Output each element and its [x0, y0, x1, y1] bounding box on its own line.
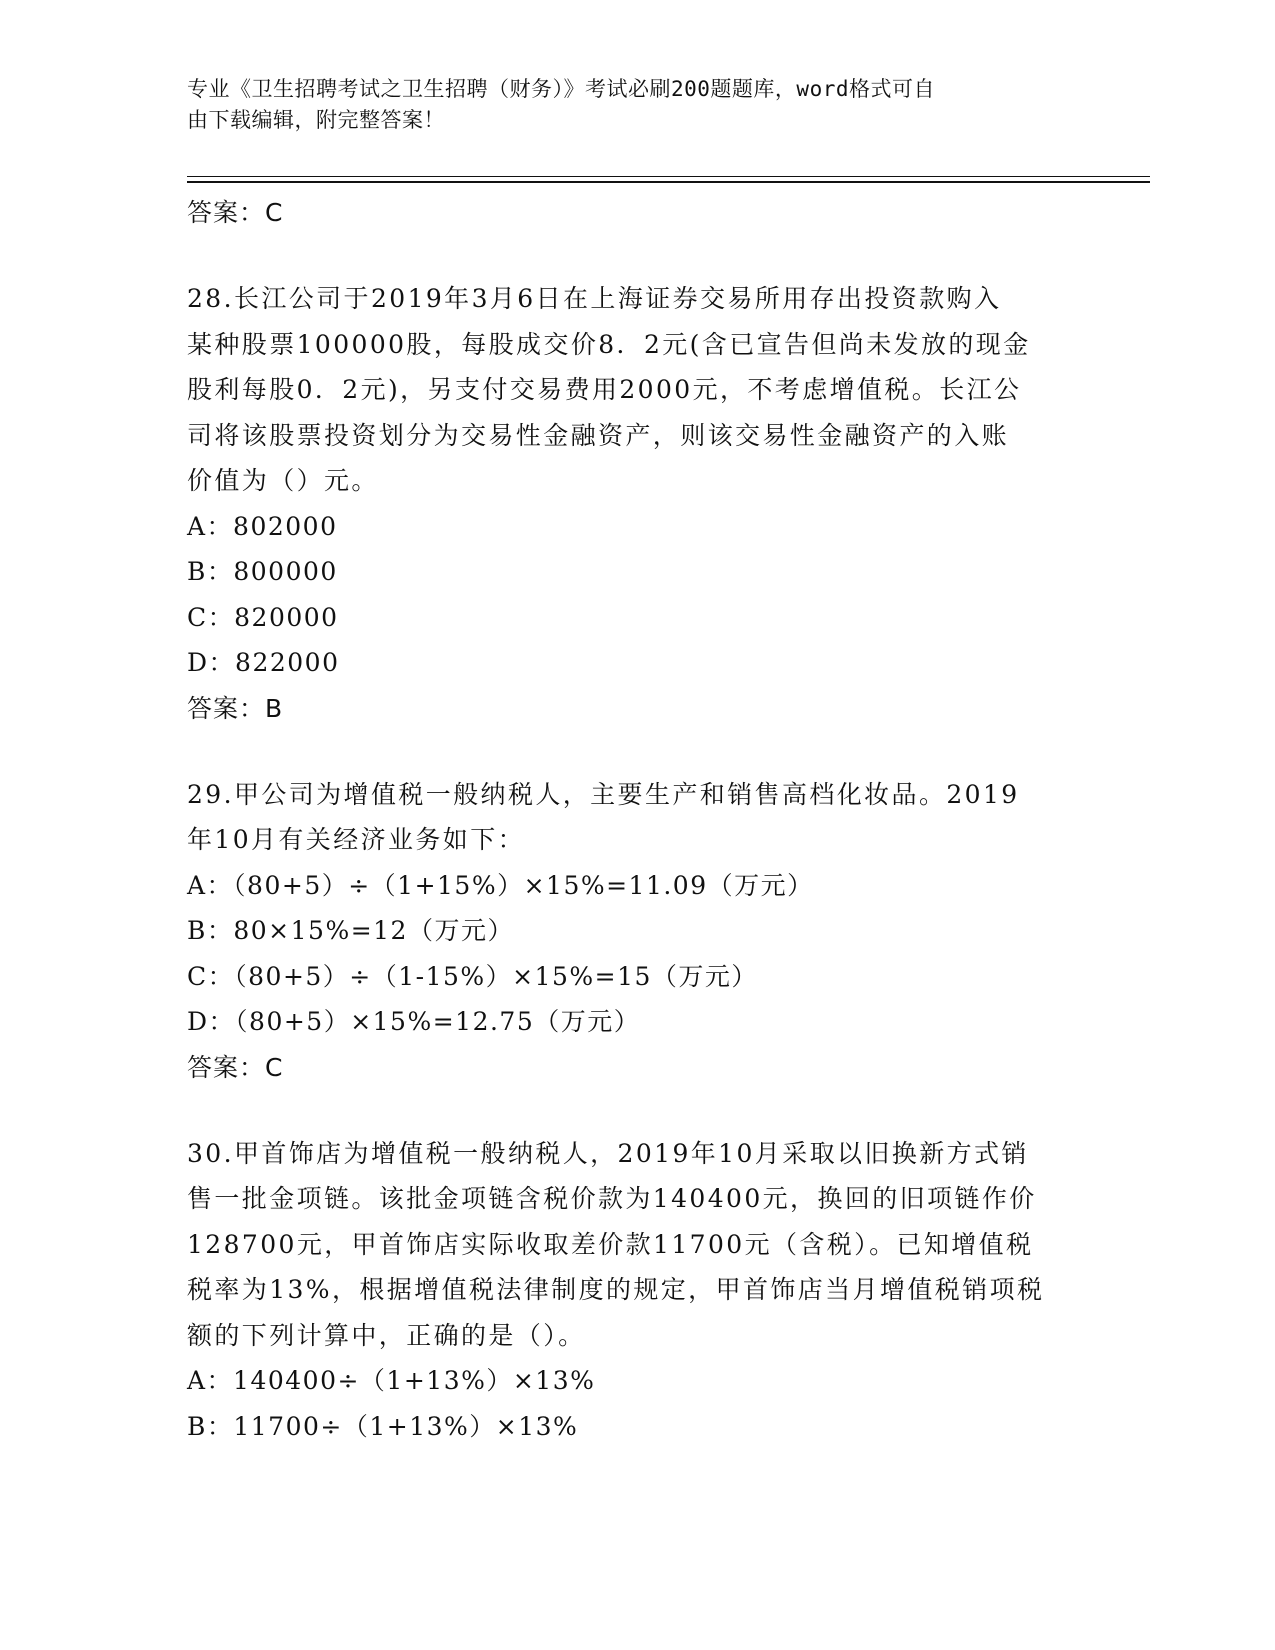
question-text-line: 29.甲公司为增值税一般纳税人，主要生产和销售高档化妆品。2019	[187, 779, 1020, 809]
option-a: A：（80+5）÷（1+15%）×15%=11.09（万元）	[187, 870, 814, 900]
header-rule-thick	[187, 181, 1150, 183]
header-line-2: 由下载编辑，附完整答案！	[187, 108, 445, 132]
option-d: D：822000	[187, 648, 340, 677]
question-text-line: 税率为13%，根据增值税法律制度的规定，甲首饰店当月增值税销项税	[187, 1275, 1045, 1304]
option-b: B：11700÷（1+13%）×13%	[187, 1411, 579, 1441]
question-list	[187, 190, 1087, 1449]
spacer	[187, 732, 1087, 772]
question-text-line: 司将该股票投资划分为交易性金融资产，则该交易性金融资产的入账	[187, 420, 1010, 450]
option-b: B：800000	[187, 557, 338, 586]
option-d: D：（80+5）×15%=12.75（万元）	[187, 1007, 641, 1036]
question-text-line: 额的下列计算中，正确的是（）。	[187, 1320, 586, 1350]
spacer	[187, 1091, 1087, 1131]
spacer	[187, 236, 1087, 276]
answer-line: 答案：C	[187, 1052, 284, 1082]
answer-line: 答案：C	[187, 198, 284, 227]
question-text-line: 年10月有关经济业务如下：	[187, 825, 526, 854]
document-header	[187, 74, 1067, 136]
question-text-line: 价值为（）元。	[187, 466, 379, 495]
option-b: B：80×15%=12（万元）	[187, 916, 514, 945]
question-text-line: 30.甲首饰店为增值税一般纳税人，2019年10月采取以旧换新方式销	[187, 1138, 1029, 1168]
question-block	[187, 276, 1087, 732]
question-text-line: 售一批金项链。该批金项链含税价款为140400元，换回的旧项链作价	[187, 1184, 1037, 1213]
question-text-line: 28.长江公司于2019年3月6日在上海证券交易所用存出投资款购入	[187, 284, 1002, 313]
option-c: C：（80+5）÷（1-15%）×15%=15（万元）	[187, 961, 758, 991]
option-a: A：802000	[187, 511, 338, 541]
answer-line: 答案：B	[187, 693, 284, 723]
question-block	[187, 772, 1087, 1091]
option-a: A：140400÷（1+13%）×13%	[187, 1366, 596, 1395]
option-c: C：820000	[187, 602, 339, 632]
question-block	[187, 1131, 1087, 1450]
question-text-line: 128700元，甲首饰店实际收取差价款11700元（含税）。已知增值税	[187, 1229, 1034, 1259]
question-text-line: 股利每股0．2元)，另支付交易费用2000元，不考虑增值税。长江公	[187, 375, 1022, 404]
question-text-line: 某种股票100000股，每股成交价8．2元(含已宣告但尚未发放的现金	[187, 329, 1031, 359]
header-line-1: 专业《卫生招聘考试之卫生招聘（财务）》考试必刷200题题库，word格式可自	[187, 77, 935, 101]
header-rule-thin	[187, 176, 1150, 177]
